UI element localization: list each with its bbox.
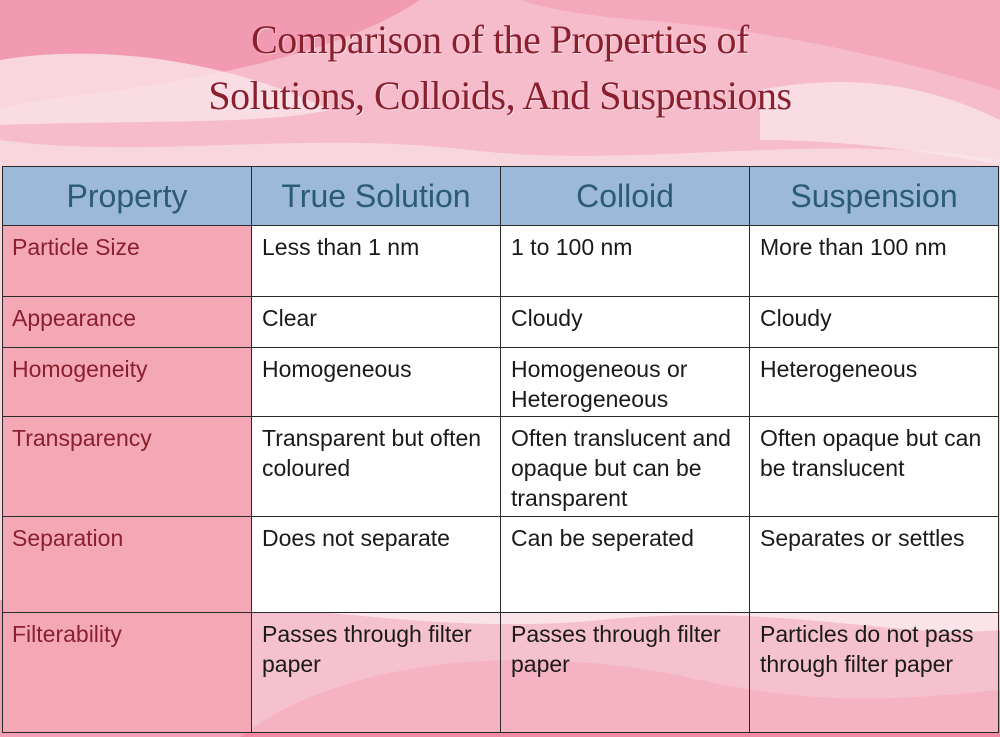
property-cell: [3, 517, 252, 613]
colloid-value: Cloudy: [511, 305, 583, 331]
property-label: Filterability: [12, 621, 122, 647]
suspension-value: Heterogeneous: [760, 356, 918, 382]
true-solution-value: Passes through filter paper: [262, 621, 472, 677]
suspension-value: Particles do not pass through filter paper: [760, 621, 974, 677]
suspension-cell: [750, 297, 999, 348]
suspension-cell: [750, 348, 999, 417]
colloid-cell: [501, 348, 750, 417]
colloid-value: Homogeneous or Heterogeneous: [511, 356, 688, 412]
table-row: [3, 517, 999, 613]
comparison-table: [2, 166, 999, 733]
true-solution-cell: [252, 613, 501, 733]
suspension-value: More than 100 nm: [760, 234, 947, 260]
header-true-solution: True Solution: [252, 167, 501, 226]
colloid-value: 1 to 100 nm: [511, 234, 633, 260]
colloid-cell: [501, 226, 750, 297]
true-solution-value: Less than 1 nm: [262, 234, 420, 260]
header-property: Property: [3, 167, 252, 226]
suspension-value: Often opaque but can be translucent: [760, 425, 982, 481]
property-cell: [3, 417, 252, 517]
property-label: Particle Size: [12, 234, 140, 260]
true-solution-cell: [252, 417, 501, 517]
table-row: [3, 297, 999, 348]
true-solution-cell: [252, 297, 501, 348]
true-solution-cell: [252, 517, 501, 613]
table-row: [3, 417, 999, 517]
colloid-cell: [501, 297, 750, 348]
table-row: [3, 226, 999, 297]
colloid-value: Can be seperated: [511, 525, 694, 551]
title-line-2: Solutions, Colloids, And Suspensions: [208, 73, 792, 118]
colloid-value: Passes through filter paper: [511, 621, 721, 677]
page-title: [0, 12, 1000, 124]
suspension-cell: [750, 226, 999, 297]
suspension-cell: [750, 613, 999, 733]
true-solution-value: Homogeneous: [262, 356, 412, 382]
property-cell: [3, 613, 252, 733]
property-cell: [3, 226, 252, 297]
true-solution-cell: [252, 348, 501, 417]
true-solution-value: Clear: [262, 305, 317, 331]
title-line-1: Comparison of the Properties of: [251, 17, 749, 62]
suspension-value: Separates or settles: [760, 525, 965, 551]
suspension-cell: [750, 517, 999, 613]
true-solution-value: Transparent but often coloured: [262, 425, 482, 481]
header-suspension: Suspension: [750, 167, 999, 226]
true-solution-value: Does not separate: [262, 525, 450, 551]
property-cell: [3, 297, 252, 348]
table-row: [3, 348, 999, 417]
colloid-value: Often translucent and opaque but can be transparent: [511, 425, 731, 511]
true-solution-cell: [252, 226, 501, 297]
suspension-cell: [750, 417, 999, 517]
header-row: [3, 167, 999, 226]
property-label: Homogeneity: [12, 356, 148, 382]
property-cell: [3, 348, 252, 417]
property-label: Appearance: [12, 305, 137, 331]
property-label: Transparency: [12, 425, 152, 451]
colloid-cell: [501, 417, 750, 517]
property-label: Separation: [12, 525, 124, 551]
suspension-value: Cloudy: [760, 305, 832, 331]
colloid-cell: [501, 613, 750, 733]
colloid-cell: [501, 517, 750, 613]
header-colloid: Colloid: [501, 167, 750, 226]
table-row: [3, 613, 999, 733]
